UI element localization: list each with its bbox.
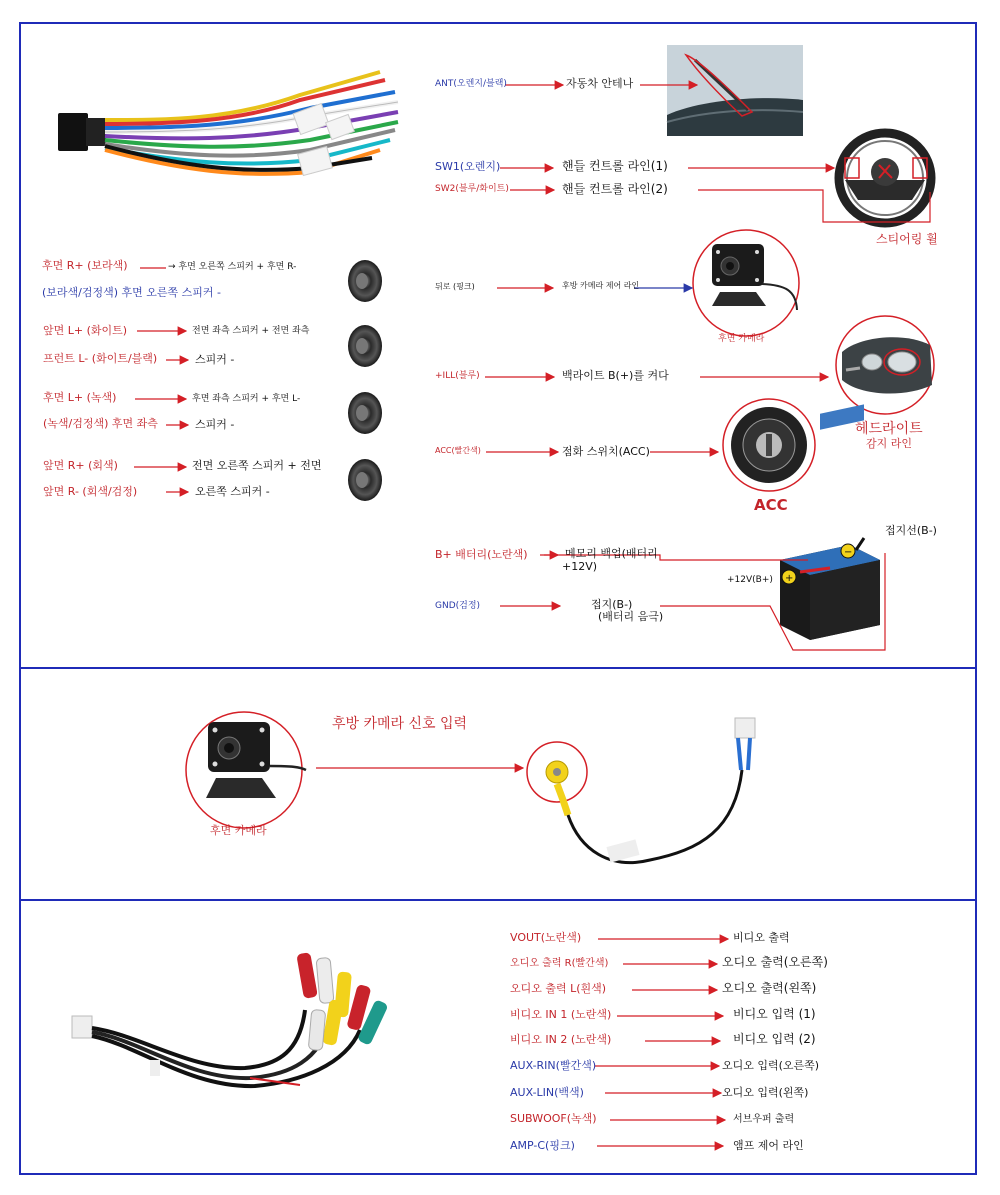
acc-caption: ACC [754,496,788,514]
rca-row-text: 오디오 출력(오른쪽) [722,955,828,969]
speaker-3-plus-label: 후면 L+ (녹색) [43,391,117,404]
sw1-text: 핸들 컨트롤 라인(1) [562,159,668,173]
rca-row-label: AUX-LIN(백색) [510,1086,584,1099]
speaker-3-plus-text: 후면 좌측 스피커 + 후면 L- [192,394,301,404]
sw2-label: SW2(블루/화이트) [435,184,509,194]
speaker-icon [348,459,382,501]
rca-row-label: 오디오 출력 L(흰색) [510,982,607,995]
steering-wheel-image [839,133,931,223]
gnd-text-2: (배터리 음극) [598,610,664,623]
speaker-1-minus-label: (보라색/검정색) 후면 오른쪽 스피커 - [42,286,222,299]
camera-signal-title: 후방 카메라 신호 입력 [332,716,468,732]
speaker-1-plus-text: → 후면 오른쪽 스피커 + 후면 R- [168,262,297,272]
bplus-text-2: +12V) [562,560,598,573]
rca-row-text: 앰프 제어 라인 [733,1139,804,1152]
headlight-caption: 헤드라이트 [855,421,923,437]
rca-row-label: 비디오 IN 1 (노란색) [510,1008,612,1021]
bplus-text-1: 메모리 백업(배터리 [565,547,658,560]
ignition-switch-image [731,407,807,483]
gnd-label: GND(검정) [435,601,481,611]
rca-row-label: VOUT(노란색) [510,931,582,944]
acc-text: 점화 스위치(ACC) [562,445,650,458]
rca-row-label: 비디오 IN 2 (노란색) [510,1033,612,1046]
ant-text: 자동차 안테나 [566,77,634,90]
rca-row-text: 서브우퍼 출력 [733,1114,795,1125]
speaker-3-minus-label: (녹색/검정색) 후면 좌측 [43,417,158,430]
speaker-icon [348,392,382,434]
rca-row-text: 오디오 출력(왼쪽) [722,981,817,995]
reverse-label: 뒤로 (핑크) [435,282,475,291]
headlight-image [842,337,932,393]
rca-row-label: AUX-RIN(빨간색) [510,1059,597,1072]
speaker-3-minus-text: 스피커 - [195,418,235,431]
rca-row-text: 오디오 입력(왼쪽) [722,1086,809,1099]
gnd-text-1: 접지(B-) [591,598,633,611]
bplus-label: B+ 배터리(노란색) [435,548,528,561]
svg-text:−: − [844,547,853,558]
rear-camera-caption: 후면 카메라 [718,334,765,344]
headlight-detect-caption: 감지 라인 [866,437,913,450]
speaker-4-plus-text: 전면 오른쪽 스피커 + 전면 [192,459,322,472]
speaker-1-plus-label: 후면 R+ (보라색) [42,259,128,272]
speaker-2-plus-label: 앞면 L+ (화이트) [43,324,128,337]
speaker-icon [348,325,382,367]
rca-row-text: 비디오 입력 (1) [733,1007,816,1021]
rca-row-text: 비디오 입력 (2) [733,1032,816,1046]
speaker-icon [348,260,382,302]
rca-cable-image [72,952,389,1086]
reverse-text: 후방 카메라 제어 라인 [562,281,640,290]
rca-row-text: 비디오 출력 [733,931,790,944]
rca-row-label: SUBWOOF(녹색) [510,1112,597,1125]
rear-camera-image [712,244,797,310]
speaker-2-minus-text: 스피커 - [195,353,235,366]
steering-wheel-caption: 스티어링 휠 [876,232,938,246]
battery-voltage: +12V(B+) [727,575,773,585]
speaker-4-minus-label: 앞면 R- (회색/검정) [43,485,138,498]
iso-harness-image [58,72,398,176]
rca-row-label: AMP-C(핑크) [510,1139,575,1152]
sw2-text: 핸들 컨트롤 라인(2) [562,182,668,196]
speaker-4-plus-label: 앞면 R+ (회색) [43,459,118,472]
antenna-image [667,45,803,136]
speaker-2-minus-label: 프런트 L- (화이트/블랙) [43,352,158,365]
ill-label: +ILL(블루) [435,371,480,381]
ground-wire-caption: 접지선(B-) [885,524,937,537]
ant-label: ANT(오렌지/블랙) [435,79,507,89]
speaker-2-plus-text: 전면 좌측 스피커 + 전면 좌측 [192,326,310,336]
rca-row-label: 오디오 출력 R(빨간색) [510,958,609,969]
svg-text:+: + [785,573,794,584]
camera-caption: 후면 카메라 [210,824,267,837]
ill-text: 백라이트 B(+)를 켜다 [562,369,669,382]
speaker-4-minus-text: 오른쪽 스피커 - [195,485,270,498]
rca-row-text: 오디오 입력(오른쪽) [722,1059,820,1072]
acc-label: ACC(빨간색) [435,446,481,455]
sw1-label: SW1(오렌지) [435,160,501,173]
